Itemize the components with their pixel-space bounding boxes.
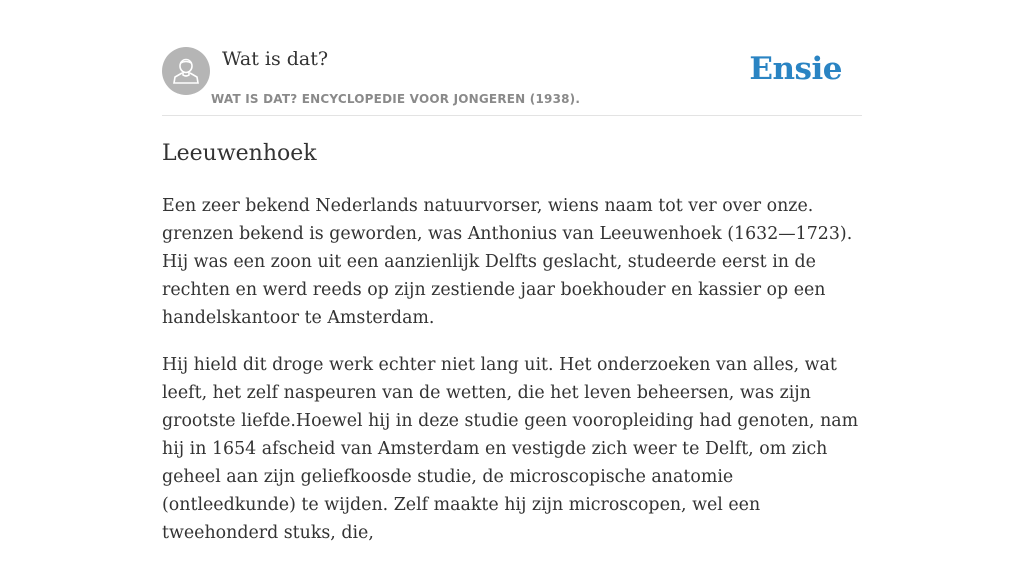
- article-paragraph: Een zeer bekend Nederlands natuurvorser, wiens naam tot ver over onze. grenzen bekend is geworden, was Anthonius van Leeuwenhoek (1632—1723). Hij was een zoon uit een aanzienlijk Delfts geslacht, studeerde eerst in de rechten en werd reeds op zijn zestiende jaar boekhouder en kassier op een handelskantoor te Amsterdam.: [162, 196, 853, 328]
- source-title[interactable]: Wat is dat?: [222, 48, 329, 70]
- brand-logo-link[interactable]: Ensie: [749, 51, 842, 87]
- source-subtitle[interactable]: WAT IS DAT? ENCYCLOPEDIE VOOR JONGEREN (1938).: [211, 92, 581, 106]
- article-paragraph: Hij hield dit droge werk echter niet lang uit. Het onderzoeken van alles, wat leeft, het zelf naspeuren van de wetten, die het leven beheersen, was zijn grootste liefde.Hoewel hij in deze studie geen vooropleiding had genoten, nam hij in 1654 afscheid van Amsterdam en vestigde zich weer te Delft, om zich geheel aan zijn geliefkoosde studie, de microscopische anatomie (ontleedkunde) te wijden. Zelf maakte hij zijn microscopen, wel een tweehonderd stuks, die,: [162, 355, 859, 543]
- user-icon[interactable]: [162, 47, 210, 95]
- article-title: Leeuwenhoek: [162, 141, 317, 166]
- article-body: [162, 192, 862, 566]
- source-header: [162, 46, 862, 116]
